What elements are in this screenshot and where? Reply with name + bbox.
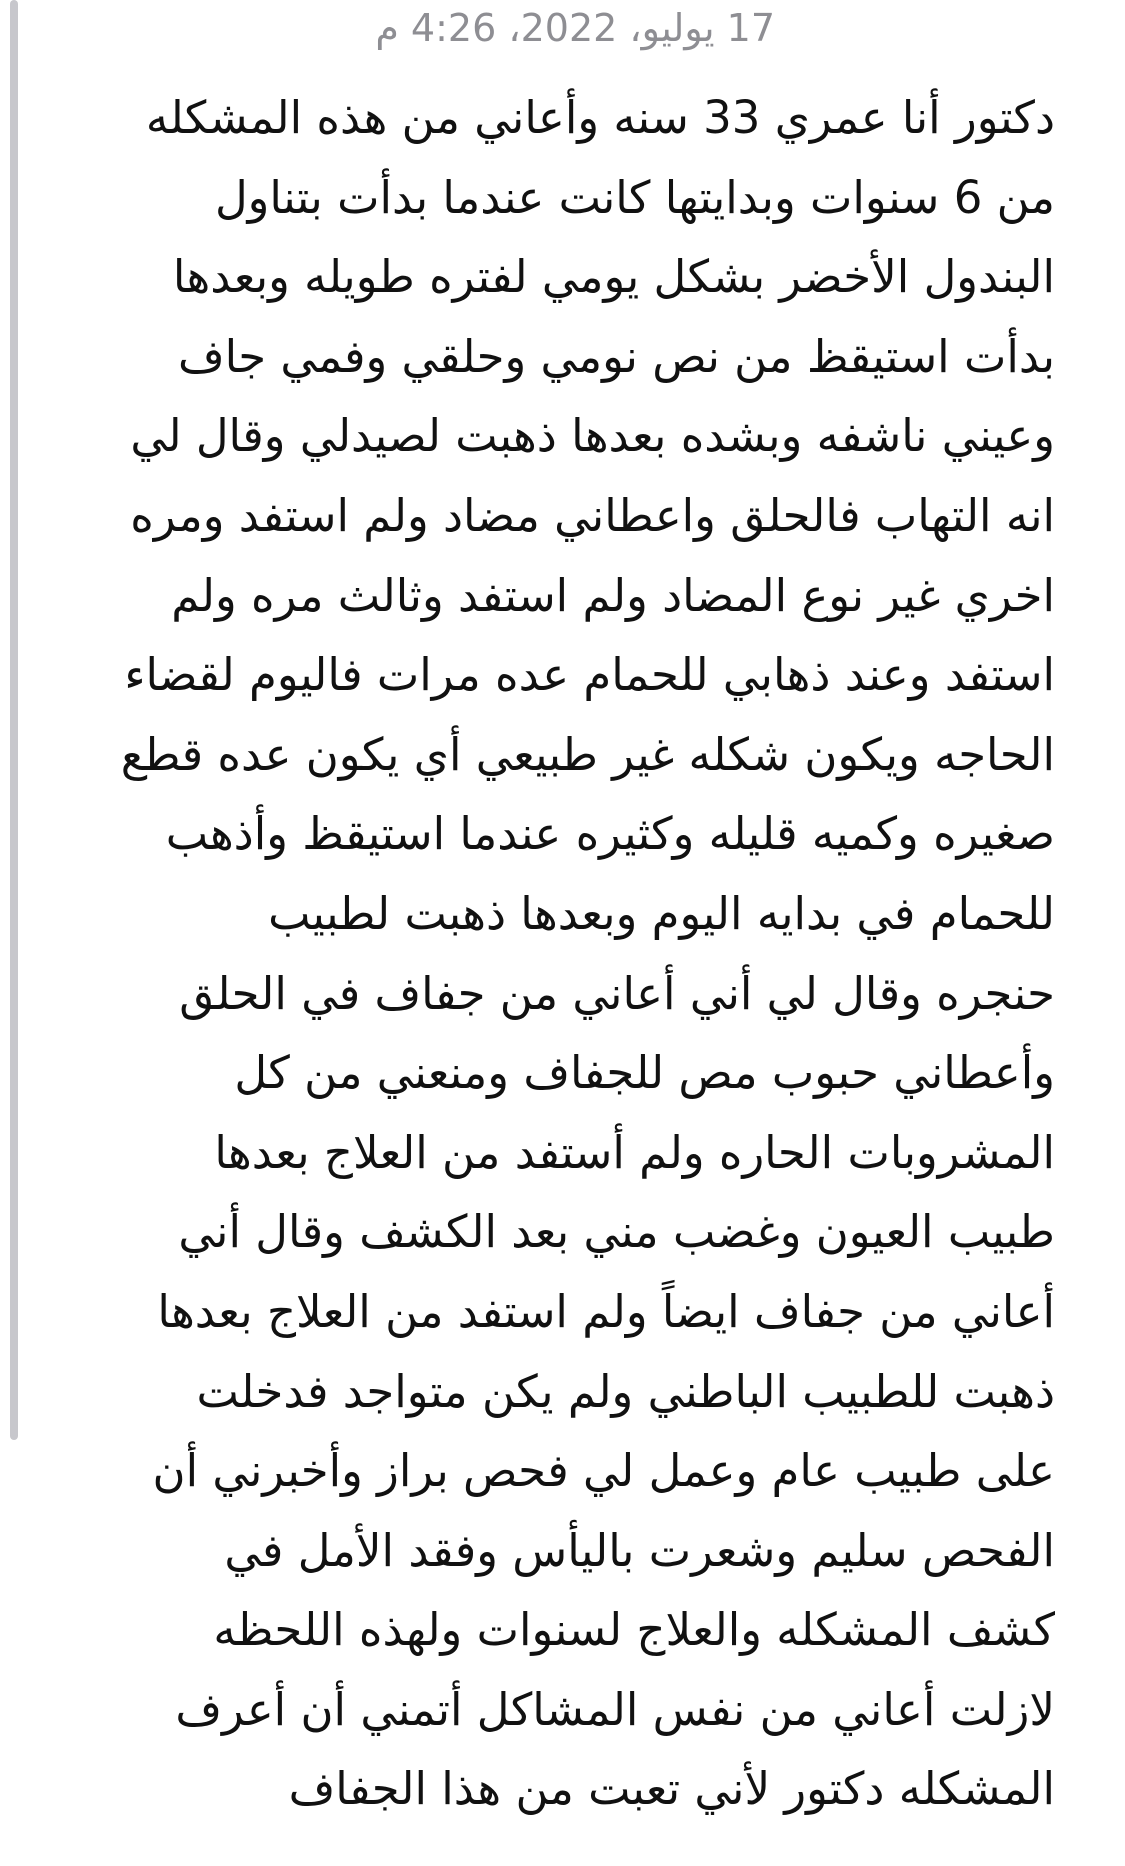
message-line: ذهبت للطبيب الباطني ولم يكن متواجد فدخلت xyxy=(196,1364,1055,1418)
message-line: للحمام في بدايه اليوم وبعدها ذهبت لطبيب xyxy=(268,886,1055,940)
message-line: الحاجه ويكون شكله غير طبيعي أي يكون عده قطع xyxy=(120,727,1055,781)
message-line: على طبيب عام وعمل لي فحص براز وأخبرني أن xyxy=(152,1444,1055,1498)
message-line: حنجره وقال لي أني أعاني من جفاف في الحلق xyxy=(179,966,1055,1020)
message-timestamp: 17 يوليو، 2022، 4:26 م xyxy=(375,6,775,50)
message-line: لازلت أعاني من نفس المشاكل أتمني أن أعرف xyxy=(175,1682,1055,1736)
scroll-indicator[interactable] xyxy=(10,0,18,1440)
message-body xyxy=(70,0,1055,1866)
message-line: انه التهاب فالحلق واعطاني مضاد ولم استفد ومره xyxy=(130,488,1055,542)
message-line: وأعطاني حبوب مص للجفاف ومنعني من كل xyxy=(234,1046,1055,1100)
message-line: صغيره وكميه قليله وكثيره عندما استيقظ وأذهب xyxy=(165,807,1055,861)
message-line: كشف المشكله والعلاج لسنوات ولهذه اللحظه xyxy=(213,1603,1055,1657)
message-line: طبيب العيون وغضب مني بعد الكشف وقال أني xyxy=(178,1205,1055,1259)
message-line: الفحص سليم وشعرت باليأس وفقد الأمل في xyxy=(224,1523,1055,1577)
message-line: البندول الأخضر بشكل يومي لفتره طويله وبعدها xyxy=(172,250,1055,304)
message-line: وعيني ناشفه وبشده بعدها ذهبت لصيدلي وقال لي xyxy=(130,409,1055,463)
message-line: اخري غير نوع المضاد ولم استفد وثالث مره ولم xyxy=(171,568,1055,622)
message-line: استفد وعند ذهابي للحمام عده مرات فاليوم لقضاء xyxy=(124,648,1055,702)
message-line: بدأت استيقظ من نص نومي وحلقي وفمي جاف xyxy=(177,329,1055,383)
message-line: من 6 سنوات وبدايتها كانت عندما بدأت بتناول xyxy=(214,170,1055,224)
message-line: دكتور أنا عمري 33 سنه وأعاني من هذه المشكله xyxy=(145,91,1055,144)
message-text xyxy=(70,78,1055,1829)
message-line: أعاني من جفاف ايضاً ولم استفد من العلاج بعدها xyxy=(157,1284,1055,1338)
message-line: المشروبات الحاره ولم أستفد من العلاج بعدها xyxy=(214,1125,1055,1179)
message-line: المشكله دكتور لأني تعبت من هذا الجفاف xyxy=(288,1762,1055,1816)
